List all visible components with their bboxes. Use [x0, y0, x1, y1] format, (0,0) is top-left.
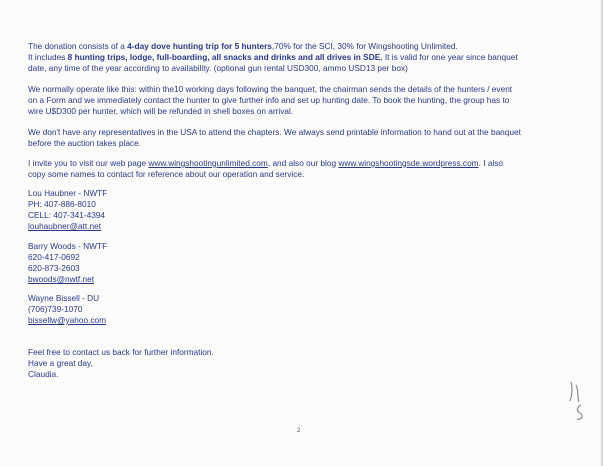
contact-phone: (706)739-1070	[28, 304, 83, 314]
donation-line-2	[28, 52, 588, 63]
invite-paragraph	[28, 158, 588, 180]
closing-line-1: Feel free to contact us back for further information.	[28, 347, 214, 357]
invite-line-1	[28, 158, 588, 169]
text: It is valid for one year since banquet	[382, 52, 518, 62]
invite-line-2: copy some names to contact for reference about our operation and service.	[28, 169, 305, 179]
donation-paragraph	[28, 41, 588, 74]
text: The donation consists of a	[28, 41, 128, 51]
signature-name: Claudia.	[28, 369, 59, 379]
donation-line-1	[28, 41, 588, 52]
contact-barry-woods	[28, 241, 107, 285]
operation-line-3: wire U$D300 per hunter, which will be refunded in shell boxes on arrival.	[28, 106, 294, 116]
contact-phone: 620-873-2603	[28, 263, 80, 273]
page-number: 2	[297, 428, 301, 434]
contact-cell: CELL: 407-341-4394	[28, 210, 106, 220]
handwritten-mark-icon	[567, 379, 591, 423]
donation-line-3: date, any time of the year according to availability. (optional gun rental USD300, ammo USD13 per box)	[28, 63, 408, 73]
contact-phone: PH: 407-886-8010	[28, 199, 96, 209]
closing-line-2: Have a great day,	[28, 358, 93, 368]
operation-line-1: We normally operate like this: within the10 working days following the banquet, the chairman sends the details of the hunters / event	[28, 84, 513, 94]
contact-phone: 620-417-0692	[28, 252, 80, 262]
contact-lou-haubner	[28, 188, 107, 232]
representatives-paragraph	[28, 127, 588, 149]
contact-email-link[interactable]: louhaubner@att.net	[28, 221, 102, 231]
blog-link[interactable]: www.wingshootingsde.wordpress.com	[338, 158, 479, 168]
website-link[interactable]: www.wingshootingunlimited.com	[148, 158, 268, 168]
bold-text: 4-day dove hunting trip for 5 hunters	[127, 41, 272, 51]
text: I invite you to visit our web page	[28, 158, 149, 168]
closing	[28, 347, 214, 380]
text: It includes	[28, 52, 68, 62]
bold-text: 8 hunting trips, lodge, full-boarding, all snacks and drinks and all drives in SDE.	[67, 52, 383, 62]
contact-name: Lou Haubner - NWTF	[28, 188, 108, 198]
operation-line-2: on a Form and we immediately contact the hunter to give further info and set up hunting date. To book the hunting, the group has to	[28, 95, 510, 105]
contact-name: Wayne Bissell - DU	[28, 293, 100, 303]
representatives-line-1: We don't have any representatives in the USA to attend the chapters. We always send printable information to hand out at the banquet	[28, 127, 521, 137]
contact-email-link[interactable]: bissellw@yahoo.com	[28, 315, 107, 325]
contact-name: Barry Woods - NWTF	[28, 241, 108, 251]
text: ,70% for the SCI, 30% for Wingshooting Unlimited.	[271, 41, 458, 51]
contact-wayne-bissell	[28, 293, 106, 326]
contact-email-link[interactable]: bwoods@nwtf.net	[28, 274, 95, 284]
operation-paragraph	[28, 84, 588, 117]
text: , and also our blog	[267, 158, 339, 168]
text: . I also	[478, 158, 504, 168]
representatives-line-2: before the auction takes place.	[28, 138, 142, 148]
